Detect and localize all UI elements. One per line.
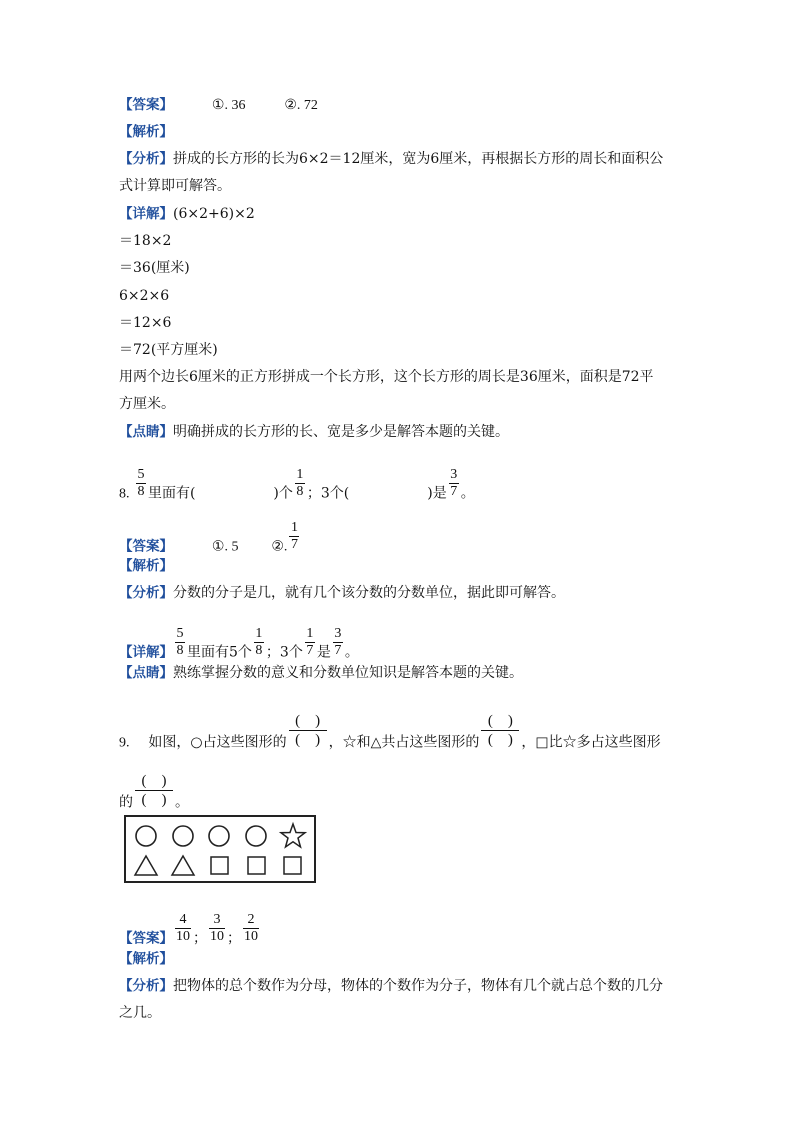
q7-dianjing bbox=[119, 422, 509, 442]
q8-text-5: 。 bbox=[460, 485, 475, 502]
separator: ； bbox=[227, 930, 241, 947]
fenxi-tag: 【分析】 bbox=[119, 978, 173, 994]
fraction: $\frac{1}{7}$ bbox=[290, 520, 298, 552]
answer-1: ①. 5 bbox=[211, 539, 239, 555]
dianjing-tag: 【点睛】 bbox=[119, 665, 173, 681]
answer-1: ①. 36 bbox=[211, 98, 246, 113]
dianjing-text: 明确拼成的长方形的长、宽是多少是解答本题的关键。 bbox=[173, 424, 509, 440]
xj-text-3: 是 bbox=[316, 644, 331, 661]
circle-icon bbox=[173, 826, 193, 846]
q7-answer-line bbox=[119, 95, 318, 116]
fraction: $\frac{5}{8}$ bbox=[176, 626, 184, 658]
q9-jiexi bbox=[119, 949, 173, 969]
q9-text-2: ，☆和△共占这些图形的 bbox=[328, 734, 480, 751]
fraction: $\frac{1}{7}$ bbox=[306, 626, 314, 658]
q8-text-3: ；3个( bbox=[306, 485, 350, 502]
circle-icon bbox=[246, 826, 266, 846]
answer-tag: 【答案】 bbox=[119, 97, 173, 113]
xj-text-2: ；3个 bbox=[265, 644, 303, 661]
fraction: $\frac{3}{7}$ bbox=[334, 626, 342, 658]
star-icon bbox=[281, 824, 305, 847]
triangle-icon bbox=[172, 856, 194, 875]
fenxi-text: 分数的分子是几，就有几个该分数的分数单位，据此即可解答。 bbox=[173, 585, 565, 601]
q9-fenxi-line2: 之几。 bbox=[119, 1005, 161, 1021]
step-2: ＝36(厘米) bbox=[119, 260, 190, 276]
step-5: ＝72(平方厘米) bbox=[119, 342, 218, 358]
dianjing-text: 熟练掌握分数的意义和分数单位知识是解答本题的关键。 bbox=[173, 665, 523, 681]
q8-text-4: )是 bbox=[427, 485, 447, 502]
fraction: $\frac{5}{8}$ bbox=[137, 467, 145, 499]
step-0: (6×2+6)×2 bbox=[173, 206, 255, 222]
square-icon bbox=[248, 857, 265, 874]
square-icon bbox=[211, 857, 228, 874]
fraction: $\frac{3}{7}$ bbox=[450, 467, 458, 499]
q7-fenxi-line2: 式计算即可解答。 bbox=[119, 178, 231, 194]
q9-text-5: 。 bbox=[175, 794, 189, 811]
q9-text-1: 如图，○占这些图形的 bbox=[148, 734, 287, 751]
fenxi-text-1: 拼成的长方形的长为6×2＝12厘米，宽为6厘米，再根据长方形的周长和面积公 bbox=[173, 151, 664, 167]
square-icon bbox=[284, 857, 301, 874]
shapes-figure bbox=[124, 815, 316, 883]
jiexi-tag: 【解析】 bbox=[119, 951, 173, 967]
q9-fenxi-line1 bbox=[119, 976, 663, 996]
blank-fraction[interactable]: $\frac{( )}{( )}$ bbox=[135, 772, 173, 809]
q8-text-2: )个 bbox=[273, 485, 293, 502]
fraction: $\frac{4}{10}$ bbox=[176, 912, 190, 944]
dianjing-tag: 【点睛】 bbox=[119, 424, 173, 440]
blank-fraction[interactable]: $\frac{( )}{( )}$ bbox=[481, 712, 519, 749]
xiangjie-tag: 【详解】 bbox=[119, 644, 173, 661]
fraction: $\frac{2}{10}$ bbox=[244, 912, 258, 944]
q9-stem-line1 bbox=[119, 713, 661, 761]
xj-text-1: 里面有5个 bbox=[187, 644, 252, 661]
separator: ； bbox=[193, 930, 207, 947]
conclusion-line2: 方厘米。 bbox=[119, 396, 175, 412]
q8-dianjing bbox=[119, 663, 523, 683]
fraction: $\frac{3}{10}$ bbox=[210, 912, 224, 944]
question-number: 8. bbox=[119, 486, 130, 502]
fenxi-tag: 【分析】 bbox=[119, 151, 173, 167]
xj-text-4: 。 bbox=[344, 644, 359, 661]
fenxi-text-1: 把物体的总个数作为分母，物体的个数作为分子，物体有几个就占总个数的几分 bbox=[173, 978, 663, 994]
q9-text-4: 的 bbox=[119, 794, 133, 811]
answer-tag: 【答案】 bbox=[119, 930, 173, 947]
q8-fenxi bbox=[119, 583, 565, 603]
step-1: ＝18×2 bbox=[119, 233, 172, 249]
step-3: 6×2×6 bbox=[119, 288, 170, 304]
jiexi-tag: 【解析】 bbox=[119, 124, 173, 140]
step-4: ＝12×6 bbox=[119, 315, 172, 331]
triangle-icon bbox=[135, 856, 157, 875]
q8-stem bbox=[119, 467, 475, 510]
q7-fenxi-line1 bbox=[119, 149, 663, 169]
q9-text-3: ，□比☆多占这些图形 bbox=[521, 734, 661, 751]
shapes-svg bbox=[126, 817, 314, 881]
answer-2: ②. 72 bbox=[284, 98, 318, 113]
fraction: $\frac{1}{8}$ bbox=[296, 467, 304, 499]
xiangjie-tag: 【详解】 bbox=[119, 206, 173, 222]
circle-icon bbox=[209, 826, 229, 846]
circle-icon bbox=[136, 826, 156, 846]
question-number: 9. bbox=[119, 735, 130, 751]
q8-jiexi bbox=[119, 556, 173, 576]
answer-2: ②. bbox=[271, 539, 288, 555]
answer-tag: 【答案】 bbox=[119, 538, 173, 555]
fraction: $\frac{1}{8}$ bbox=[255, 626, 263, 658]
q7-xiangjie-line bbox=[119, 204, 255, 224]
q8-text-1: 里面有( bbox=[147, 485, 196, 502]
fenxi-tag: 【分析】 bbox=[119, 585, 173, 601]
jiexi-tag: 【解析】 bbox=[119, 558, 173, 574]
blank-fraction[interactable]: $\frac{( )}{( )}$ bbox=[289, 712, 327, 749]
q7-jiexi bbox=[119, 122, 173, 142]
conclusion-line1: 用两个边长6厘米的正方形拼成一个长方形，这个长方形的周长是36厘米，面积是72平 bbox=[119, 369, 654, 385]
